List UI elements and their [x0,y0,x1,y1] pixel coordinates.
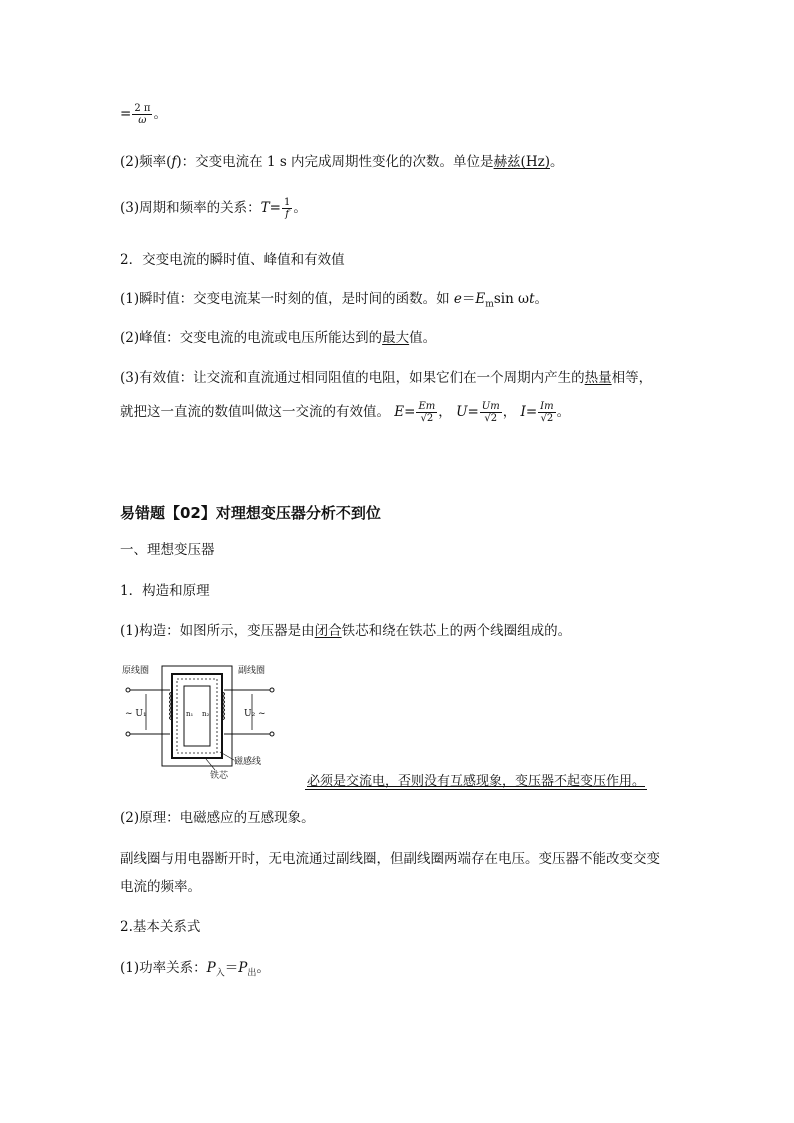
text-segment: 铁芯和绕在铁芯上的两个线圈组成的。 [341,623,572,639]
fraction-denominator: f [285,209,289,220]
fraction-Im-sqrt2 [538,401,555,424]
secondary-coil-note-line: 副线圈与用电器断开时，无电流通过副线圈，但副线圈两端存在电压。变压器不能改变交变 [120,851,660,867]
symbol-e: e [453,291,462,307]
effective-value-line [120,368,652,388]
period-frequency-relation-line [120,197,307,220]
equals-sign: = [404,404,416,420]
n2-label: n₂ [202,710,210,718]
core-leader [206,759,215,770]
instantaneous-value-line [120,289,548,315]
text-segment: )：交变电流在 1 s 内完成周期性变化的次数。单位是 [176,154,494,170]
text-segment: 。 [534,291,549,307]
n1-label: n₁ [186,710,194,718]
fraction-denominator: √2 [540,413,554,424]
fraction-Um-sqrt2 [480,401,502,424]
fraction-numerator: 2 π [134,103,151,114]
subscript-in: 入 [215,968,225,979]
power-relation-line [120,958,270,984]
core-label: 铁芯 [210,771,229,780]
equals-sign: ＝ [224,960,239,976]
subscript-out: 出 [247,968,257,979]
underlined-term-heat: 热量 [584,370,612,386]
subsection-structure-principle: 1．构造和原理 [120,583,210,599]
underlined-term-closed: 闭合 [314,623,342,639]
text-segment: (1)瞬时值：交变电流某一时刻的值，是时间的函数。如 [120,291,454,307]
sin-omega: sin ω [493,291,530,307]
boxed-note: 必须是交流电，否则没有互感现象，变压器不起变压作用。 [305,770,647,790]
symbol-U: U [456,404,468,420]
iron-core-outer [172,674,222,758]
fraction-numerator: 1 [283,197,291,208]
symbol-T: T [260,200,270,216]
fraction-denominator: √2 [420,413,434,424]
equals-sign: = [467,404,479,420]
section-heading: 易错题【02】对理想变压器分析不到位 [120,504,381,522]
text-segment: 相等， [611,370,653,386]
frequency-definition-line [120,152,563,172]
text-segment: (2)峰值：交变电流的电流或电压所能达到的 [120,330,383,346]
text-segment: (3)周期和频率的关系： [120,200,261,216]
text-segment: 。 [256,960,270,976]
transformer-diagram [120,658,280,780]
symbol-E: E [475,291,486,307]
equals-sign: = [525,404,538,420]
fraction-1-over-f [282,197,292,220]
text-segment: 。 [549,154,564,170]
separator: ， [438,404,452,420]
flux-label: 磁感线 [234,757,262,767]
subsection-basic-relations: 2.基本关系式 [120,919,201,935]
subscript-m: m [485,299,494,310]
fraction-Em-sqrt2 [416,401,437,424]
text-segment: (1)构造：如图所示，变压器是由 [120,623,315,639]
period-formula-line [120,103,167,126]
text-segment: 值。 [409,330,437,346]
symbol-f: f [171,154,177,170]
radicand: 2 [546,413,554,424]
text-segment: (2)频率( [120,154,172,170]
u1-label: ~ U₁ [125,709,147,719]
symbol-I: I [520,404,526,420]
fraction-numerator: Um [481,401,500,412]
symbol-t: t [529,291,535,307]
symbol-P-out: P [238,960,248,976]
primary-terminal-top [126,688,130,692]
radicand: 2 [490,413,498,424]
primary-coil-label: 原线圈 [122,666,150,676]
flux-line [177,679,217,753]
equals-sign: ＝ [461,291,476,307]
section-title-ideal-transformer: 一、理想变压器 [120,542,215,558]
principle-line: (2)原理：电磁感应的互感现象。 [120,810,315,826]
text-segment: (3)有效值：让交流和直流通过相同阻值的电阻，如果它们在一个周期内产生的 [120,370,585,386]
secondary-coil-label: 副线圈 [238,666,266,676]
effective-value-formula-line [120,401,570,424]
fraction-denominator: √2 [484,413,498,424]
fraction-denominator: ω [138,115,147,126]
underlined-term-hertz: 赫兹(Hz) [493,154,550,170]
secondary-coil-note-line-2: 电流的频率。 [120,879,201,895]
text-segment: 。 [556,404,571,420]
fraction-numerator: Im [540,401,554,412]
text-segment: 就把这一直流的数值叫做这一交流的有效值。 [120,404,390,420]
secondary-terminal-top [270,688,274,692]
equals-sign: = [269,200,281,216]
symbol-P-in: P [206,960,216,976]
separator: ， [502,404,517,420]
peak-value-line [120,328,436,348]
radicand: 2 [426,413,434,424]
subsection-heading-values: 2．交变电流的瞬时值、峰值和有效值 [120,252,345,268]
period-end: 。 [153,106,167,122]
fraction-numerator: Em [418,401,436,412]
primary-terminal-bottom [126,732,130,736]
text-segment: 。 [293,200,307,216]
u2-label: U₂ ~ [244,709,266,719]
equals-sign: = [120,106,132,122]
text-segment: (1)功率关系： [120,960,207,976]
secondary-terminal-bottom [270,732,274,736]
symbol-E: E [394,404,405,420]
underlined-term-max: 最大 [382,330,410,346]
fraction-2pi-omega [132,103,152,126]
structure-line [120,621,571,641]
